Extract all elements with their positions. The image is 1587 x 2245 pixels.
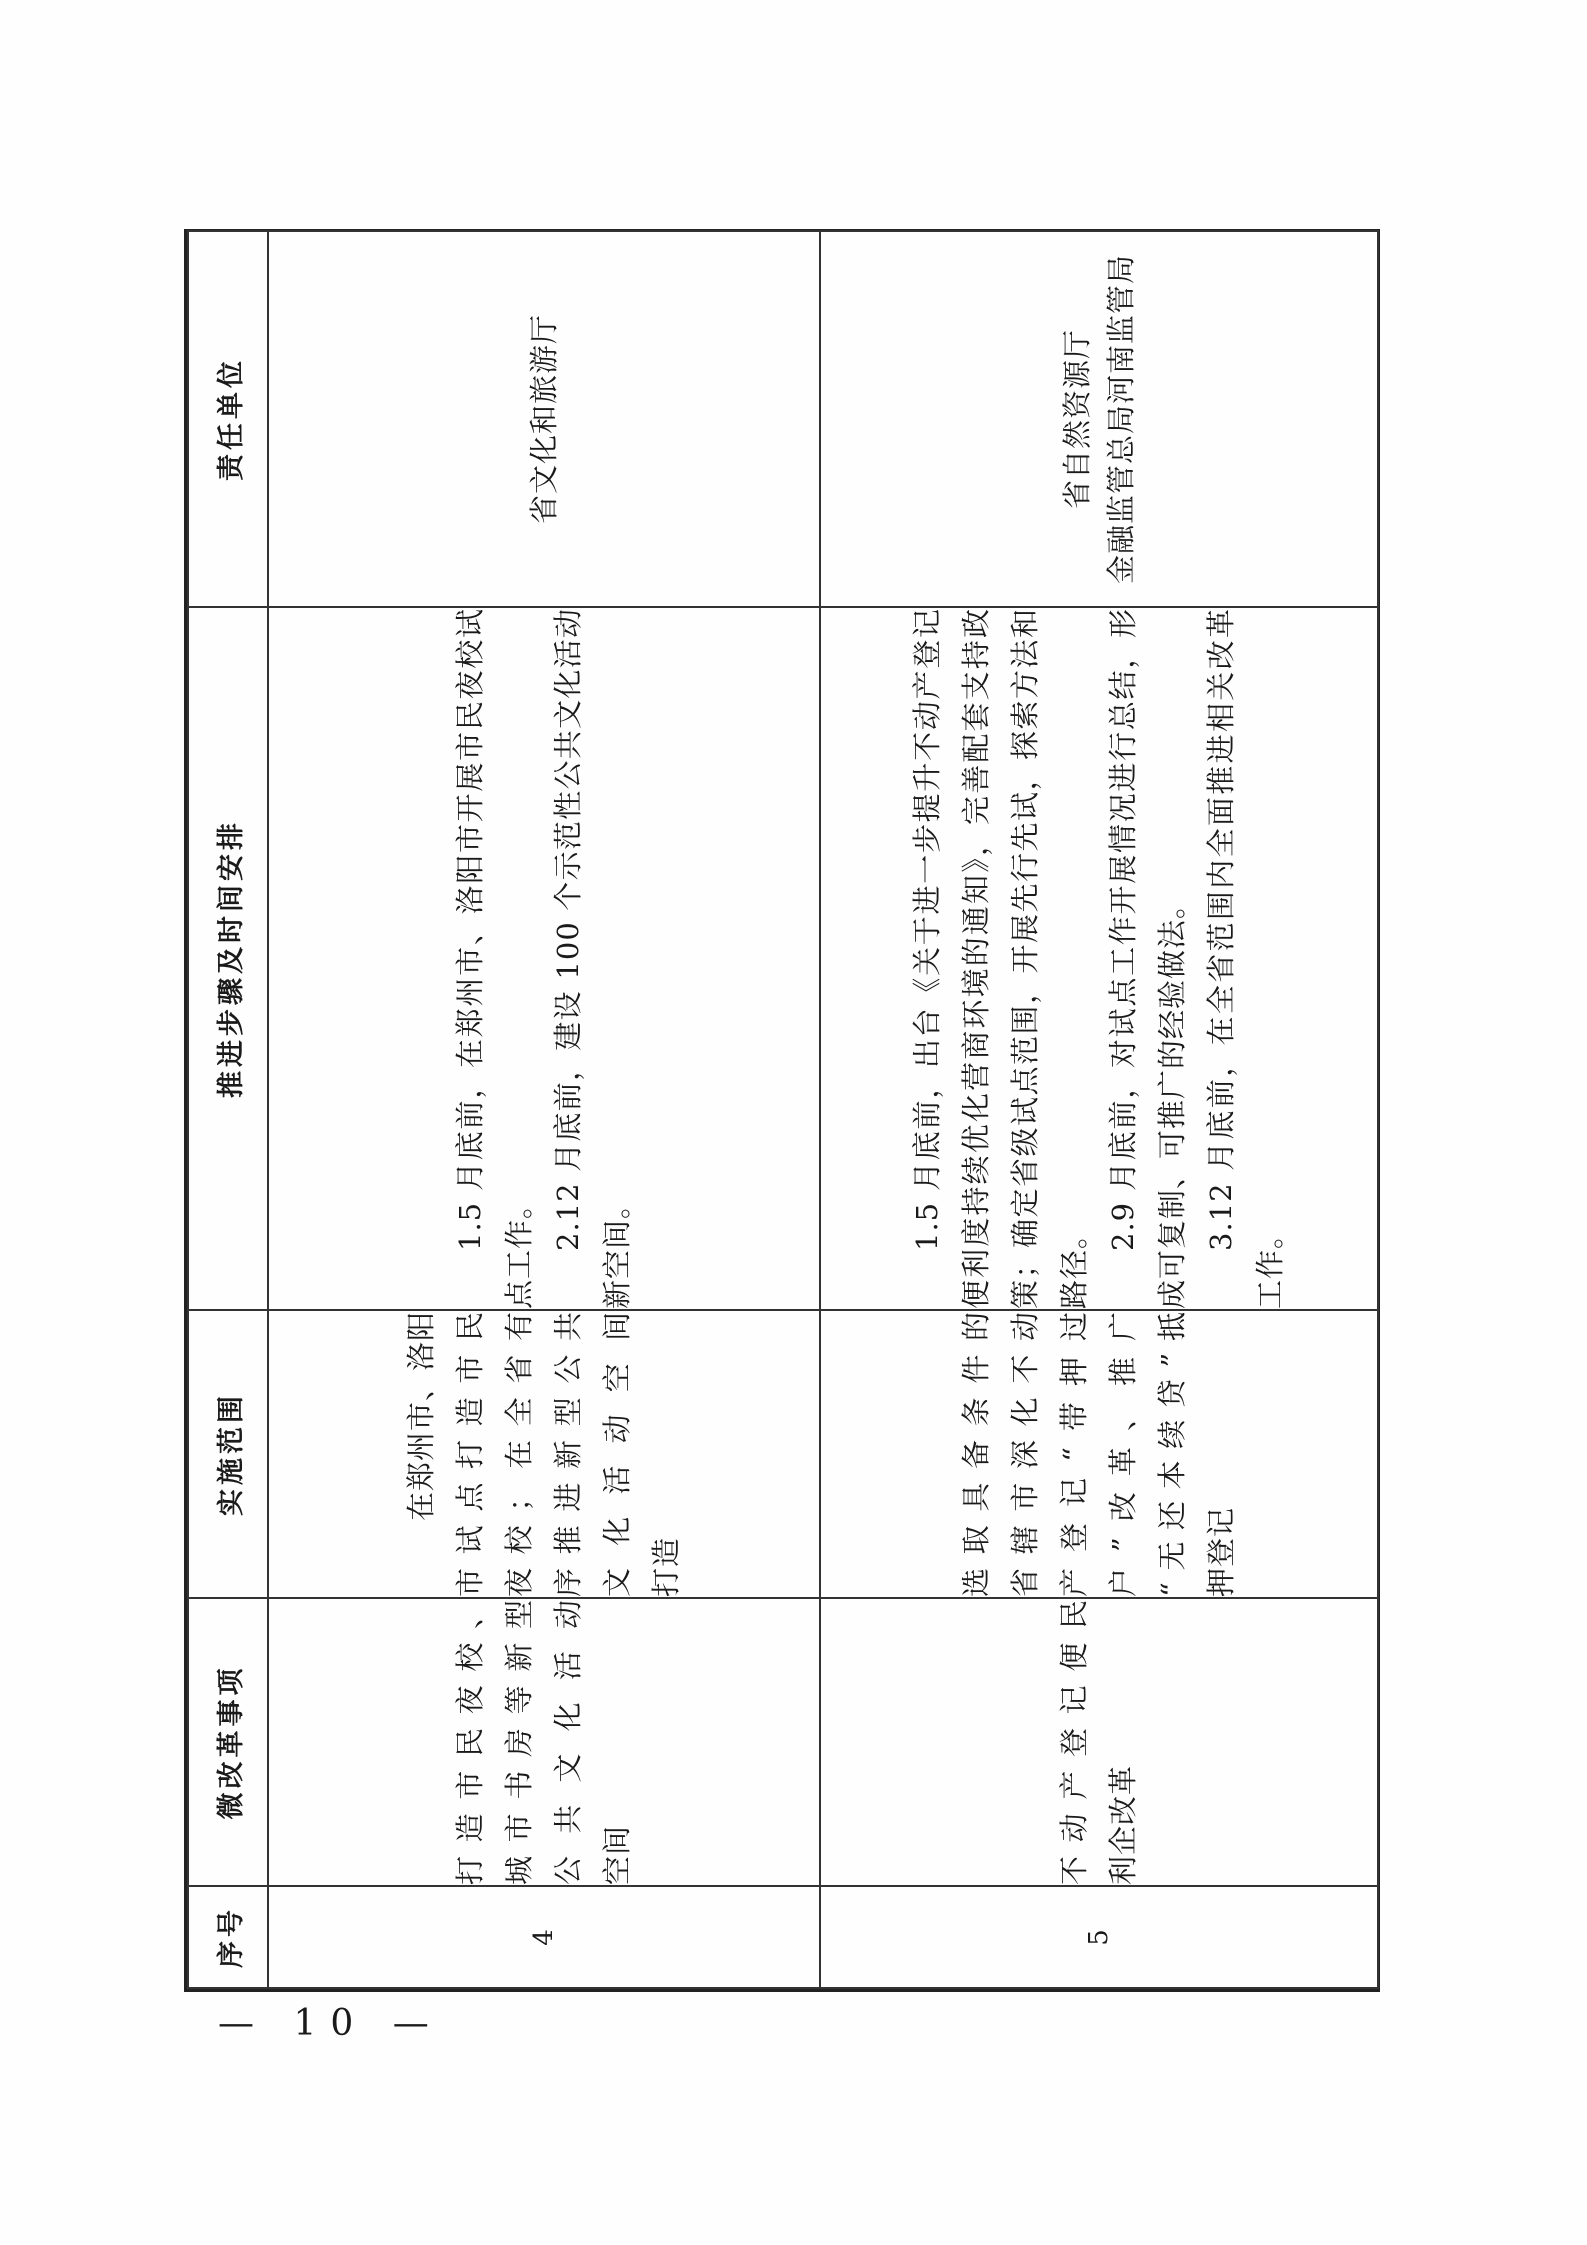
scope-line: 文化活动空间 bbox=[600, 1311, 634, 1597]
step-text: 1.5 月底前，在郑州市、洛阳市开展市民夜校试点工作。 bbox=[453, 608, 536, 1309]
row-seq: 4 bbox=[268, 1886, 820, 1988]
row-item bbox=[820, 1598, 1378, 1886]
unit-line: 省自然资源厅 bbox=[1060, 329, 1094, 510]
row-steps bbox=[268, 607, 820, 1310]
scope-line: 产登记“带押过 bbox=[1057, 1311, 1091, 1597]
row-steps bbox=[820, 607, 1378, 1310]
rotated-table-content bbox=[187, 232, 1377, 1989]
row-unit bbox=[268, 231, 820, 607]
item-line: 利企改革 bbox=[1106, 1764, 1140, 1885]
row-scope bbox=[820, 1310, 1378, 1598]
table-row bbox=[268, 231, 820, 1988]
step-text: 3.12 月底前，在全省范围内全面推进相关改革工作。 bbox=[1204, 608, 1287, 1309]
scope-line: 押登记 bbox=[1204, 1506, 1238, 1597]
scope-line: 户”改革、推广 bbox=[1106, 1311, 1140, 1597]
item-line: 城市书房等新型 bbox=[502, 1599, 536, 1885]
item-line: 空间 bbox=[600, 1824, 634, 1885]
header-seq: 序号 bbox=[188, 1886, 268, 1988]
table-row bbox=[820, 231, 1378, 1988]
scope-line: 在郑州市、洛阳 bbox=[404, 1311, 438, 1522]
table-header-row bbox=[188, 231, 268, 1988]
item-line: 公共文化活动 bbox=[551, 1599, 585, 1885]
step-text: 2.12 月底前，建设 100 个示范性公共文化活动新空间。 bbox=[551, 608, 634, 1309]
header-scope: 实施范围 bbox=[188, 1310, 268, 1598]
scope-line: 市试点打造市民 bbox=[453, 1311, 487, 1597]
scope-line: 选取具备条件的 bbox=[959, 1311, 993, 1597]
row-seq: 5 bbox=[820, 1886, 1378, 1988]
item-line: 打造市民夜校、 bbox=[453, 1599, 487, 1885]
step-text: 1.5 月底前，出台《关于进一步提升不动产登记便利度持续优化营商环境的通知》，完善配套支持政策；确定省级试点范围，开展先行先试，探索方法和路径。 bbox=[910, 608, 1091, 1309]
unit-line: 金融监管总局河南监管局 bbox=[1104, 254, 1138, 585]
row-unit bbox=[820, 231, 1378, 607]
item-line: 不动产登记便民 bbox=[1057, 1599, 1091, 1885]
header-item: 微改革事项 bbox=[188, 1598, 268, 1886]
header-unit: 责任单位 bbox=[188, 231, 268, 607]
step-text: 2.9 月底前，对试点工作开展情况进行总结，形成可复制、可推广的经验做法。 bbox=[1106, 608, 1189, 1309]
unit-line: 省文化和旅游厅 bbox=[527, 314, 561, 525]
scope-line: 省辖市深化不动 bbox=[1008, 1311, 1042, 1597]
scope-line: “无还本续贷”抵 bbox=[1155, 1311, 1189, 1597]
header-steps: 推进步骤及时间安排 bbox=[188, 607, 268, 1310]
scope-line: 打造 bbox=[649, 1536, 683, 1597]
reform-items-table bbox=[187, 230, 1379, 1989]
document-table-frame bbox=[184, 229, 1380, 1992]
scope-line: 夜校；在全省有 bbox=[502, 1311, 536, 1597]
row-item bbox=[268, 1598, 820, 1886]
row-scope bbox=[268, 1310, 820, 1598]
page-number: — 10 — bbox=[218, 2003, 443, 2044]
scope-line: 序推进新型公共 bbox=[551, 1311, 585, 1597]
